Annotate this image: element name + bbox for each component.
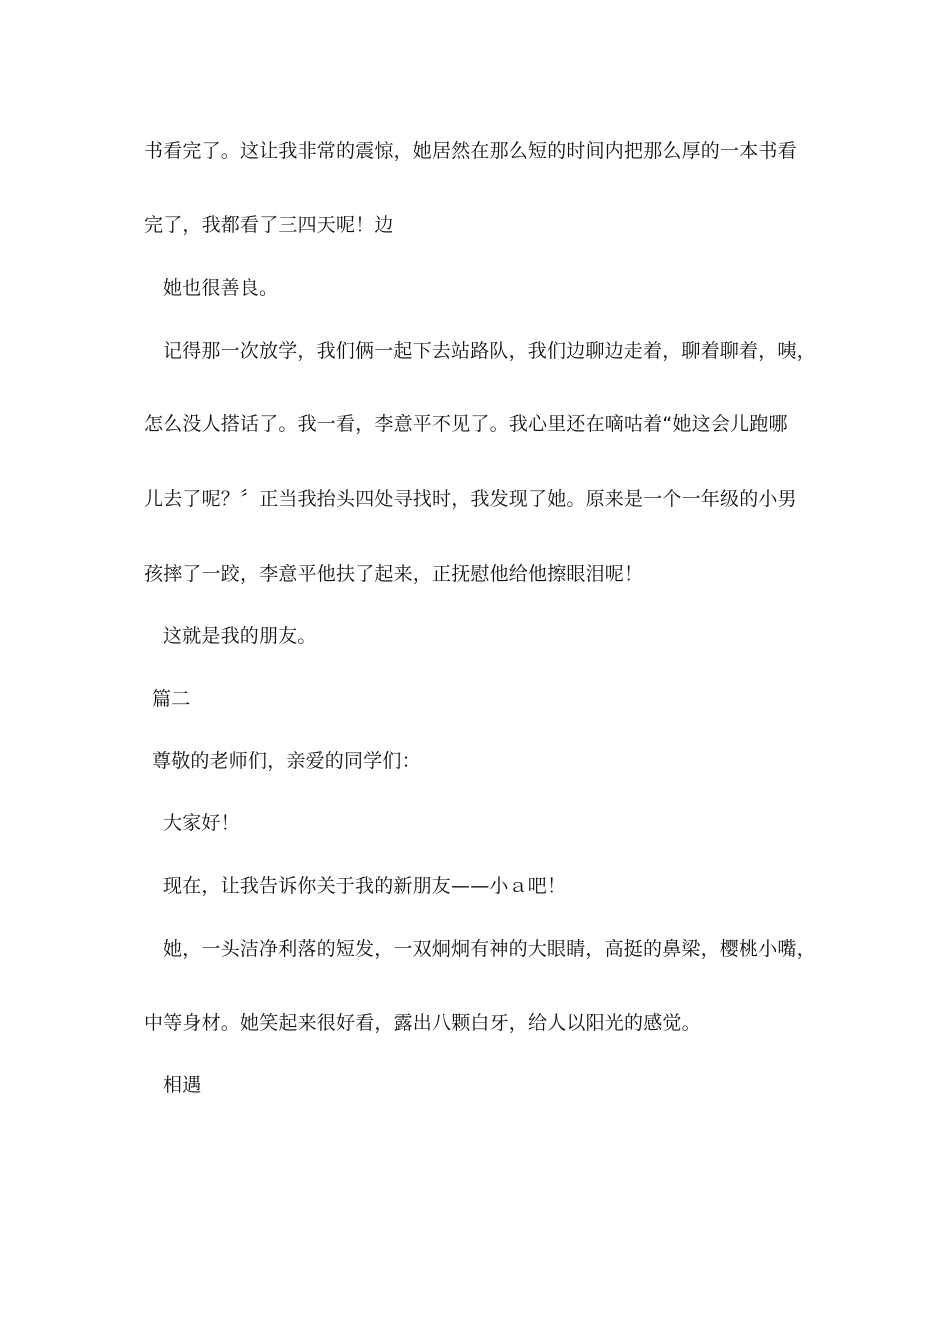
paragraph-line: 她也很善良。 bbox=[163, 277, 279, 299]
paragraph-line: 她，一头洁净利落的短发，一双炯炯有神的大眼睛，高挺的鼻梁，樱桃小嘴， bbox=[163, 938, 816, 960]
paragraph-line: 中等身材。她笑起来很好看，露出八颗白牙，给人以阳光的感觉。 bbox=[144, 1012, 701, 1034]
paragraph-line: 现在，让我告诉你关于我的新朋友——小ａ吧！ bbox=[163, 875, 567, 897]
paragraph-line: 记得那一次放学，我们俩一起下去站路队，我们边聊边走着，聊着聊着，咦， bbox=[163, 340, 816, 362]
subheading: 相遇 bbox=[163, 1074, 202, 1096]
section-heading: 篇二 bbox=[152, 688, 191, 710]
paragraph-line: 怎么没人搭话了。我一看，李意平不见了。我心里还在嘀咕着“她这会儿跑哪 bbox=[144, 413, 788, 435]
paragraph-line: 儿去了呢？〞正当我抬头四处寻找时，我发现了她。原来是一个一年级的小男 bbox=[144, 488, 797, 510]
paragraph-line: 书看完了。这让我非常的震惊，她居然在那么短的时间内把那么厚的一本书看 bbox=[144, 140, 797, 162]
salutation: 尊敬的老师们，亲爱的同学们： bbox=[152, 750, 421, 772]
paragraph-line: 孩摔了一跤，李意平他扶了起来，正抚慰他给他擦眼泪呢！ bbox=[144, 563, 644, 585]
greeting: 大家好！ bbox=[163, 812, 240, 834]
paragraph-line: 这就是我的朋友。 bbox=[163, 625, 317, 647]
paragraph-line: 完了，我都看了三四天呢！边 bbox=[144, 214, 394, 236]
